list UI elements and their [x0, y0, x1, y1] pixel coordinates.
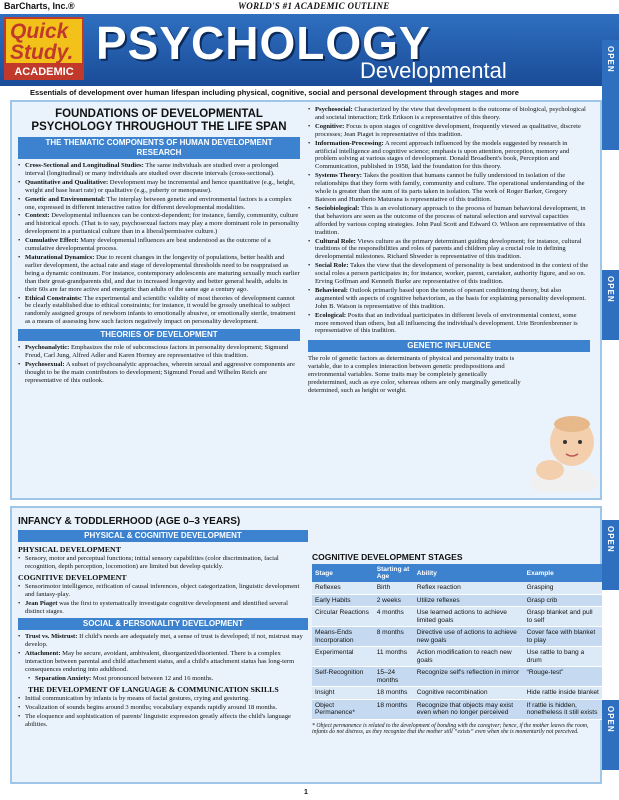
- table-cell: Utilize reflexes: [414, 594, 524, 607]
- item-text: Initial communication by infants is by means of facial gestures, crying and gesturing.: [25, 694, 250, 702]
- list-item: [18, 695, 308, 703]
- table-cell: If rattle is hidden, nonetheless it still exists: [524, 699, 602, 719]
- table-row: [312, 627, 602, 647]
- table-cell: Use rattle to bang a drum: [524, 647, 602, 667]
- item-term: Psychosexual:: [25, 360, 65, 368]
- item-term: Genetic and Environmental:: [25, 195, 106, 203]
- item-text: Focus is upon stages of cognitive development, frequently viewed as qualitative, discrete processes; Jean Piaget is representative of this tradition.: [315, 122, 581, 138]
- list-item: [18, 344, 300, 360]
- table-cell: Means-Ends Incorporation: [312, 627, 374, 647]
- essentials-line: Essentials of development over human lifespan including physical, cognitive, social and personal development through stages and more: [30, 88, 519, 97]
- item-term: Ecological:: [315, 311, 347, 319]
- item-term: Sociobiological:: [315, 204, 360, 212]
- table-cell: Cover face with blanket to play: [524, 627, 602, 647]
- foundations-panel: [10, 100, 602, 500]
- publisher-name: BarCharts, Inc.®: [4, 1, 75, 11]
- list-item: [308, 123, 590, 139]
- table-cell: Recognize that objects may exist even when no longer perceived: [414, 699, 524, 719]
- list-item: [18, 196, 300, 212]
- quickstudy-logo: [4, 17, 84, 81]
- table-row: [312, 647, 602, 667]
- table-cell: Hide rattle inside blanket: [524, 687, 602, 700]
- theories-list: [18, 344, 300, 385]
- tagline: WORLD'S #1 ACADEMIC OUTLINE: [238, 1, 390, 11]
- table-row: [312, 667, 602, 687]
- cognitive-heading: COGNITIVE DEVELOPMENT: [18, 572, 127, 582]
- item-term: Psychoanalytic:: [25, 344, 70, 352]
- page-title: PSYCHOLOGY: [96, 17, 431, 69]
- table-row: [312, 607, 602, 627]
- side-tab-lower: [602, 520, 619, 590]
- table-cell: Early Habits: [312, 594, 374, 607]
- item-text: Takes the view that the development of personality is best understood in the context of the social roles a person participates in; for instance, worker, parent, caretaker, authority figure, and so on. Erving Goffman and Kenneth Burke are representative of this tradition.: [315, 262, 589, 286]
- infancy-panel: [10, 506, 602, 784]
- item-term: Quantitative and Qualitative:: [25, 178, 109, 186]
- cds-title: COGNITIVE DEVELOPMENT STAGES: [312, 552, 463, 562]
- genetic-text: The role of genetic factors as determinants of physical and personality traits is variable, due to a complex interaction between genetic predispositions and environmental variables. Some traits may be completely genetically predetermined, such as eye color, whereas others are only marginally genetically determined, such as height or weight.: [308, 355, 521, 394]
- item-text: Sensory, motor and perceptual functions; initial sensory capabilities (color discrimination, facial recognition, depth perception, locomotion) are limited but develop quickly.: [25, 555, 279, 570]
- theories-continued-list: [308, 106, 590, 335]
- item-term: Maturational Dynamics:: [25, 253, 95, 261]
- item-text: was the first to systematically investigate cognitive development and identified several distinct stages.: [25, 599, 288, 615]
- item-text: May be secure, avoidant, ambivalent, disorganized/disoriented. There is a complex interaction between parental and child attachment status, and a child's attachment status has long-term consequences enduring into adulthood.: [25, 650, 295, 674]
- item-term: Separation Anxiety:: [35, 674, 92, 682]
- list-item: [18, 583, 308, 599]
- baby-illustration: [520, 412, 610, 492]
- item-text: If child's needs are adequately met, a sense of trust is developed; if not, mistrust may develop.: [25, 633, 303, 649]
- top-strip: [0, 0, 619, 14]
- list-item: [18, 361, 300, 385]
- header: [0, 14, 619, 86]
- item-term: Information-Processing:: [315, 139, 384, 147]
- table-cell: 4 months: [374, 607, 414, 627]
- item-term: Cross-Sectional and Longitudinal Studies:: [25, 162, 144, 169]
- column-header: Example: [524, 564, 602, 582]
- social-list: [18, 633, 308, 674]
- item-text: Sensorimotor intelligence, reification of causal inferences, object categorization, linguistic development and fantasy-play.: [25, 582, 300, 598]
- table-cell: 2 weeks: [374, 594, 414, 607]
- side-tab-label: OPEN: [606, 526, 615, 553]
- table-cell: Use learned actions to achieve limited goals: [414, 607, 524, 627]
- table-cell: Circular Reactions: [312, 607, 374, 627]
- list-item: [18, 179, 300, 195]
- table-cell: Insight: [312, 687, 374, 700]
- table-row: [312, 687, 602, 700]
- table-cell: 18 months: [374, 687, 414, 700]
- table-cell: Action modification to reach new goals: [414, 647, 524, 667]
- table-cell: Grasp blanket and pull to self: [524, 607, 602, 627]
- item-term: Trust vs. Mistrust:: [25, 633, 78, 641]
- table-cell: Reflex reaction: [414, 582, 524, 594]
- table-cell: Directive use of actions to achieve new goals: [414, 627, 524, 647]
- item-text: Takes the position that humans cannot be fully understood in isolation of the relationships that they form with family, community and culture. The operational understanding of the whole is greater than the sum of its parts taken in isolation. The work of Roger Barker, Gregory Bateson and Humberto Maturana is representative of this tradition.: [315, 172, 585, 203]
- language-list: [18, 695, 308, 729]
- table-cell: Recognize self's reflection in mirror: [414, 667, 524, 687]
- right-column: [308, 106, 590, 395]
- physical-cognitive-bar: PHYSICAL & COGNITIVE DEVELOPMENT: [18, 530, 308, 542]
- table-cell: Object Permanence*: [312, 699, 374, 719]
- item-text: The same individuals are studied over a prolonged interval (longitudinal) or many individuals are studied over discrete intervals (cross-sectional).: [25, 162, 279, 177]
- list-item: [18, 295, 300, 327]
- item-term: Attachment:: [25, 650, 61, 658]
- item-text: The interplay between genetic and environmental factors is a complex one, expressed in different interactive ratios for different developmental modalities.: [25, 195, 292, 211]
- list-item: [18, 633, 308, 649]
- table-header-row: [312, 564, 602, 582]
- logo-line1: Quick: [10, 20, 69, 43]
- list-item: [18, 254, 300, 294]
- list-item: [18, 650, 308, 674]
- cognitive-stages-block: [312, 552, 602, 736]
- item-term: Social Role:: [315, 262, 349, 270]
- column-header: Stage: [312, 564, 374, 582]
- item-term: Cumulative Effect:: [25, 237, 79, 245]
- side-tab-label: OPEN: [606, 276, 615, 303]
- logo-line2: Study.: [10, 41, 74, 64]
- list-item: [18, 713, 308, 729]
- item-text: Posits that an individual participates in different levels of environmental context, some more removed than others, but all influencing the individual's development. Urie Bronfenbrenner is representative of this tradition.: [315, 311, 578, 335]
- item-text: Developmental influences can be context-dependent; for instance, family, community, culture and historical epoch. (That is to say, psychosexual factors may play a more dominant role in personality development in a puritanical culture than in a liberal/permissive culture.): [25, 212, 299, 236]
- language-heading: THE DEVELOPMENT OF LANGUAGE & COMMUNICATION SKILLS: [28, 684, 279, 694]
- item-text: The experimental and scientific validity of most theories of development cannot be clearly established due to ethical constraints; for instance, it would be grossly unethical to subject randomly assigned groups of newborn infants to emotionally abusive, or emotionally sterile, treatment as a means of assessing how such factors negatively impact on personality development.: [25, 294, 296, 326]
- table-cell: Birth: [374, 582, 414, 594]
- list-item: [18, 162, 300, 178]
- table-footnote: * Object permanence is related to the development of bonding with the caregiver; hence, if the mother leaves the room, infants do not distress, as they recognize that the mother still “exists” even when she is momentarily not perceived.: [312, 722, 589, 736]
- page-number: 1: [304, 789, 308, 796]
- side-tab-bottom: [602, 700, 619, 770]
- item-text: Emphasizes the role of subconscious factors in personality development; Sigmund Freud, Carl Jung, Alfred Adler and Karen Horney are representative of this tradition.: [25, 344, 289, 360]
- logo-academic: ACADEMIC: [4, 65, 84, 80]
- item-text: Development may be incremental and hence quantitative (e.g., height, weight and base heart rate) or qualitative (e.g., puberty or menopause).: [25, 178, 295, 194]
- physical-heading: PHYSICAL DEVELOPMENT: [18, 545, 121, 554]
- item-text: A recent approach influenced by the models suggested by research in artificial intelligence and cognitive science; emphasis is upon attention, perception, memory and problem solving at various stages of development. Donald Broadbent's book, Perception and Communication, published in 1958, laid the foundation for this theory.: [315, 139, 570, 171]
- item-text: Outlook primarily based upon the tenets of operant conditioning theory, but also augmented with aspects of cognitive behaviorism, as the basis for explaining personality development. John B. Watson is representative of this tradition.: [315, 286, 587, 310]
- social-personality-bar: SOCIAL & PERSONALITY DEVELOPMENT: [18, 618, 308, 630]
- item-term: Systems Theory:: [315, 172, 362, 180]
- list-item: [308, 238, 590, 262]
- cognitive-stages-table: [312, 564, 602, 720]
- table-cell: Reflexes: [312, 582, 374, 594]
- page-subtitle: Developmental: [360, 58, 507, 83]
- genetic-bar: GENETIC INFLUENCE: [308, 340, 590, 352]
- table-cell: Grasp crib: [524, 594, 602, 607]
- table-row: [312, 594, 602, 607]
- thematic-list: [18, 162, 300, 326]
- table-cell: “Rouge-test”: [524, 667, 602, 687]
- left-column: [18, 106, 300, 386]
- list-item: [308, 172, 590, 204]
- column-header: Starting at Age: [374, 564, 414, 582]
- list-item: [308, 287, 590, 311]
- list-item: [308, 205, 590, 237]
- side-tab-label: OPEN: [606, 706, 615, 733]
- item-text: Vocalization of sounds begins around 3 months; vocabulary expands rapidly around 18 months.: [25, 703, 278, 711]
- list-item: [308, 106, 590, 122]
- list-item: [28, 675, 308, 683]
- item-term: Behavioral:: [315, 286, 348, 294]
- item-text: A subset of psychoanalytic approaches, wherein sexual and aggressive components are thought to be the main contributors to development; Sigmund Freud and Wilhelm Reich are representative of this outlook.: [25, 360, 295, 384]
- table-row: [312, 582, 602, 594]
- list-item: [308, 262, 590, 286]
- list-item: [18, 212, 300, 236]
- table-cell: 15–24 months: [374, 667, 414, 687]
- thematic-bar: THE THEMATIC COMPONENTS OF HUMAN DEVELOPMENT RESEARCH: [18, 137, 300, 159]
- item-text: Due to recent changes in the longevity of populations, better health and earlier development, the actual rate and stage of developmental thresholds need to be reappraised as being a dynamic continuum. For instance, contemporary adolescents are maturing sexually much earlier than their great-grandparents did, and due to increased longevity and better general health, adults in their 60s are far more active and energetic than adults of the same age a century ago.: [25, 253, 300, 293]
- cognitive-list: [18, 583, 308, 616]
- table-cell: Grasping: [524, 582, 602, 594]
- table-cell: 11 months: [374, 647, 414, 667]
- item-text: Most pronounced between 12 and 16 months.: [91, 674, 214, 682]
- list-item: [308, 312, 590, 336]
- side-tab-middle: [602, 270, 619, 340]
- table-row: [312, 699, 602, 719]
- column-header: Ability: [414, 564, 524, 582]
- item-term: Context:: [25, 212, 50, 220]
- item-text: The eloquence and sophistication of parents' linguistic expression greatly affects the child's language abilities.: [25, 712, 291, 728]
- item-term: Cognitive:: [315, 122, 345, 130]
- item-term: Jean Piaget: [25, 599, 58, 607]
- item-text: Views culture as the primary determinant guiding development; for instance, cultural traditions of the responsibilities and roles of parents and children play a crucial role in defining developmental milestones. Richard Shweder is representative of this tradition.: [315, 237, 582, 261]
- item-text: Characterized by the view that development is the outcome of biological, psychological and societal interaction; Erik Erikson is a representative of this theory.: [315, 106, 586, 121]
- list-item: [18, 704, 308, 712]
- item-text: This is an evolutionary approach to the process of human behavioral development, in that behaviors are seen as the outcome of the process of natural selection and survival capacities afforded by various coping strategies. John Paul Scott and Edward O. Wilson are representative of this tradition.: [315, 204, 586, 236]
- table-cell: 8 months: [374, 627, 414, 647]
- item-text: Many developmental influences are best understood as the outcome of a cumulative developmental process.: [25, 237, 271, 253]
- side-tab-label: OPEN: [606, 46, 615, 73]
- foundations-title: FOUNDATIONS OF DEVELOPMENTAL PSYCHOLOGY THROUGHOUT THE LIFE SPAN: [31, 108, 287, 133]
- list-item: [18, 600, 308, 616]
- item-term: Ethical Constraints:: [25, 294, 82, 302]
- list-item: [18, 237, 300, 253]
- infancy-title: INFANCY & TODDLERHOOD (AGE 0–3 YEARS): [18, 516, 241, 527]
- physical-list: [18, 555, 308, 571]
- list-item: [18, 555, 308, 571]
- table-cell: Cognitive recombination: [414, 687, 524, 700]
- side-tab-top: [602, 40, 619, 150]
- table-cell: 18 months: [374, 699, 414, 719]
- theories-bar: THEORIES OF DEVELOPMENT: [18, 329, 300, 341]
- separation-list: [28, 675, 308, 683]
- item-term: Psychosocial:: [315, 106, 353, 113]
- list-item: [308, 140, 590, 172]
- infancy-column: [18, 510, 308, 730]
- item-term: Cultural Role:: [315, 237, 356, 245]
- table-cell: Self-Recognition: [312, 667, 374, 687]
- table-cell: Experimental: [312, 647, 374, 667]
